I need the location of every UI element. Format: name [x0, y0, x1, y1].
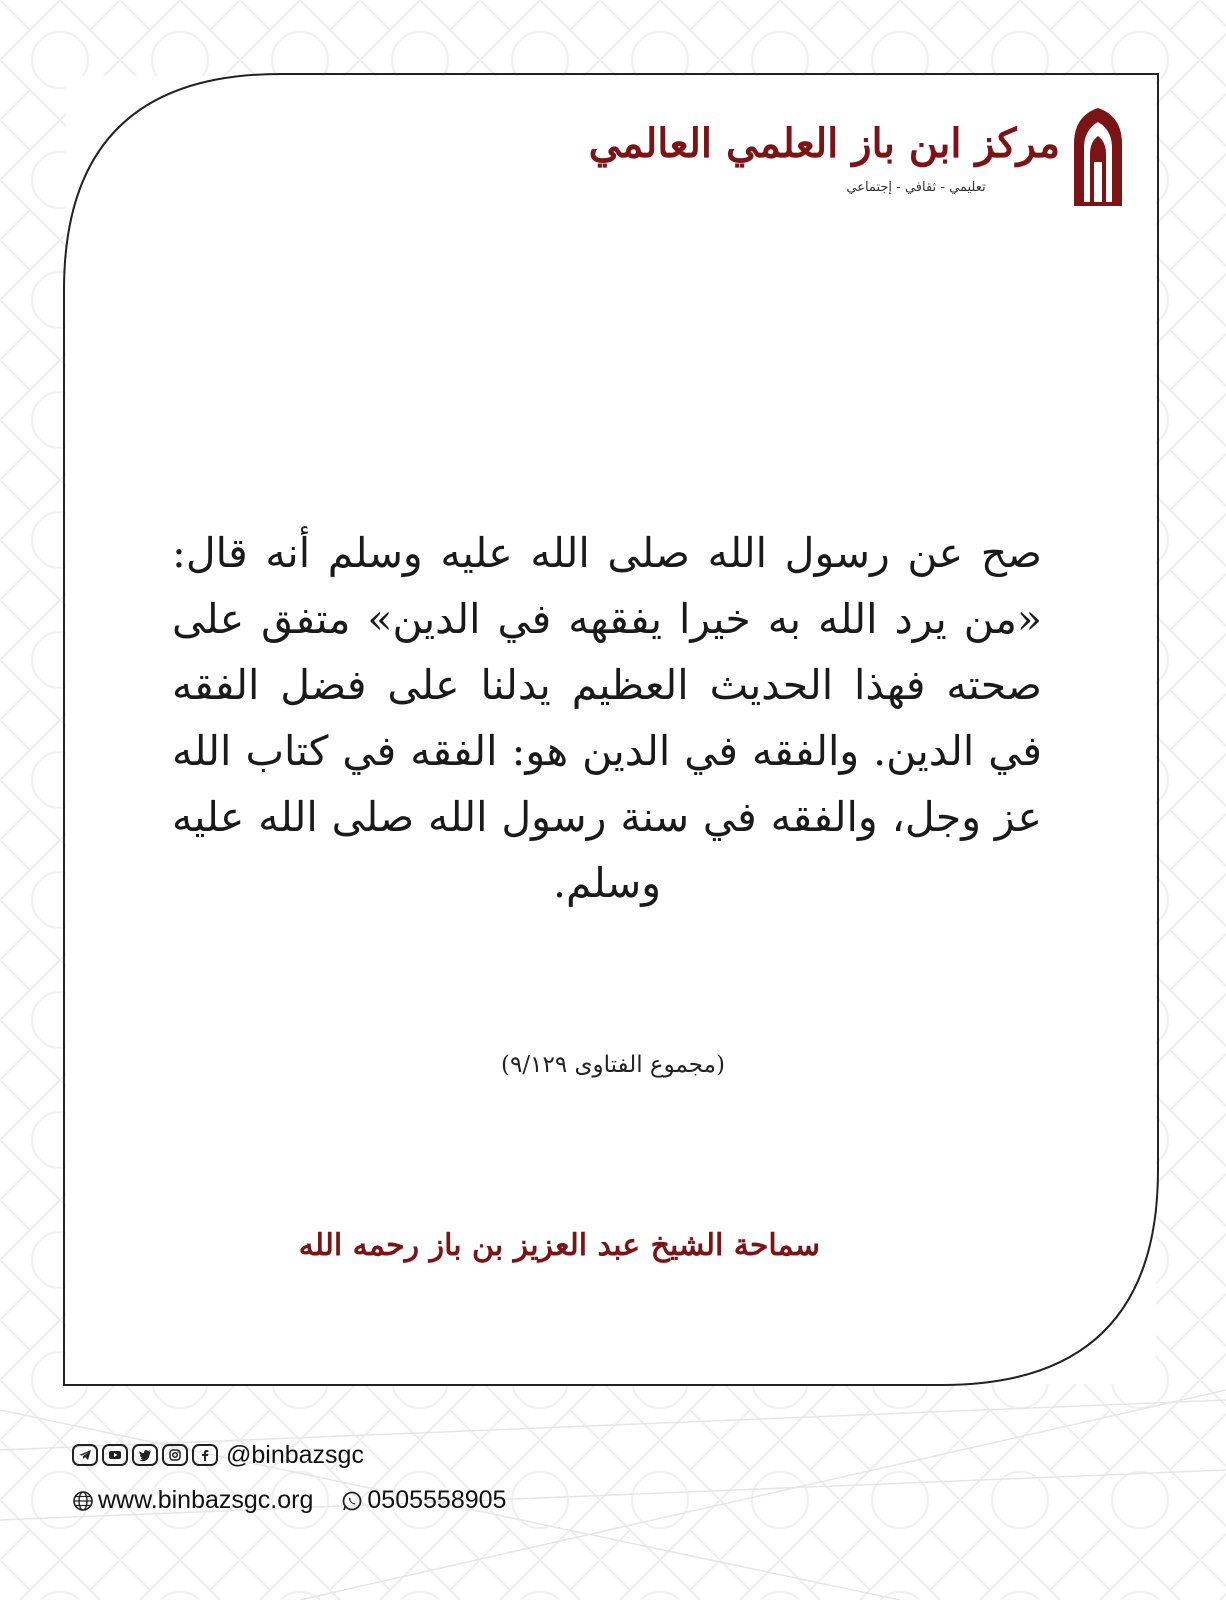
youtube-icon[interactable]	[102, 1444, 128, 1466]
signature-calligraphy: سماحة الشيخ عبد العزيز بن باز رحمه الله	[298, 1228, 820, 1263]
twitter-icon[interactable]	[132, 1444, 158, 1466]
mosque-emblem-icon	[1070, 106, 1126, 206]
footer	[72, 1440, 506, 1515]
logo-subtitle: تعليمي - ثقافي - إجتماعي	[846, 180, 986, 195]
instagram-icon[interactable]	[162, 1444, 188, 1466]
facebook-icon[interactable]	[192, 1444, 218, 1466]
social-row	[72, 1440, 506, 1470]
quote-text: صح عن رسول الله صلى الله عليه وسلم أنه قال: «من يرد الله به خيرا يفقهه في الدين» متفق على صحته فهذا الحديث العظيم يدلنا على فضل الفقه في الدين. والفقه في الدين هو: الفقه في كتاب الله عز وجل، والفقه في سنة رسول الله صلى الله عليه وسلم.	[172, 529, 1042, 907]
social-handle[interactable]: @binbazsgc	[226, 1440, 364, 1469]
globe-icon	[72, 1490, 94, 1512]
logo-title: مركز ابن باز العلمي العالمي	[588, 120, 1060, 167]
phone-number[interactable]: 0505558905	[367, 1486, 507, 1514]
whatsapp-icon	[341, 1490, 363, 1512]
center-logo	[588, 106, 1126, 216]
source-reference: (مجموع الفتاوى ٩/١٢٩)	[501, 1052, 725, 1078]
telegram-icon[interactable]	[72, 1444, 98, 1466]
contact-row	[72, 1486, 506, 1515]
website-link[interactable]: www.binbazsgc.org	[98, 1486, 314, 1514]
